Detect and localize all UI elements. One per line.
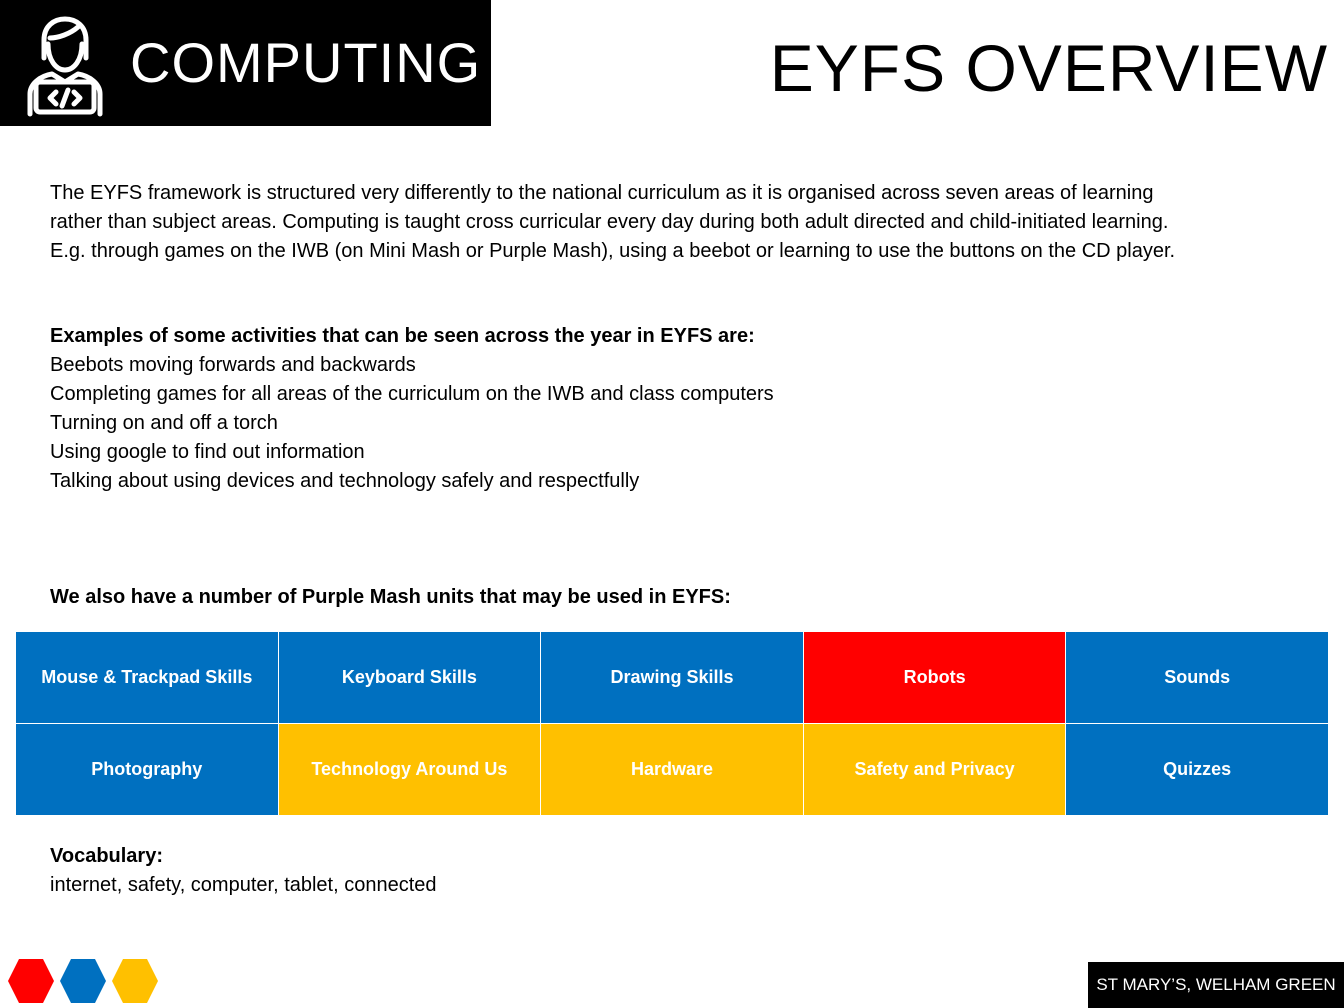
unit-cell: Hardware [541,724,803,815]
school-name-label: ST MARY’S, WELHAM GREEN [1088,962,1344,1008]
unit-cell: Technology Around Us [279,724,541,815]
list-item: Turning on and off a torch [50,412,278,434]
unit-cell: Keyboard Skills [279,632,541,723]
list-item: Using google to find out information [50,441,365,463]
page-title: EYFS OVERVIEW [769,31,1328,105]
unit-cell: Robots [804,632,1066,723]
intro-line: rather than subject areas. Computing is taught cross curricular every day during both adult directed and child-initiated learning. [50,211,1169,233]
activities-list [50,351,1150,496]
list-item: Completing games for all areas of the curriculum on the IWB and class computers [50,383,774,405]
hexagon-logo [6,958,162,1004]
hexagon-yellow-icon [112,959,158,1003]
intro-line: E.g. through games on the IWB (on Mini Mash or Purple Mash), using a beebot or learning to use the buttons on the CD player. [50,240,1176,262]
vocabulary-heading: Vocabulary: [50,845,163,867]
unit-cell: Photography [16,724,278,815]
activities-heading: Examples of some activities that can be seen across the year in EYFS are: [50,325,755,347]
subject-header [0,0,491,126]
hexagon-red-icon [8,959,54,1003]
units-table [16,632,1328,814]
list-item: Beebots moving forwards and backwards [50,354,416,376]
unit-cell: Sounds [1066,632,1328,723]
activities-section [50,322,1150,496]
unit-cell: Mouse & Trackpad Skills [16,632,278,723]
vocabulary-section [50,842,437,900]
vocabulary-words: internet, safety, computer, tablet, connected [50,874,437,896]
units-heading: We also have a number of Purple Mash units that may be used in EYFS: [50,586,731,608]
unit-cell: Safety and Privacy [804,724,1066,815]
unit-cell: Quizzes [1066,724,1328,815]
subject-title: COMPUTING [130,31,482,94]
person-laptop-icon [22,14,108,118]
unit-cell: Drawing Skills [541,632,803,723]
hexagon-blue-icon [60,959,106,1003]
intro-paragraph [50,179,1330,266]
list-item: Talking about using devices and technology safely and respectfully [50,470,640,492]
intro-line: The EYFS framework is structured very differently to the national curriculum as it is organised across seven areas of learning [50,182,1154,204]
